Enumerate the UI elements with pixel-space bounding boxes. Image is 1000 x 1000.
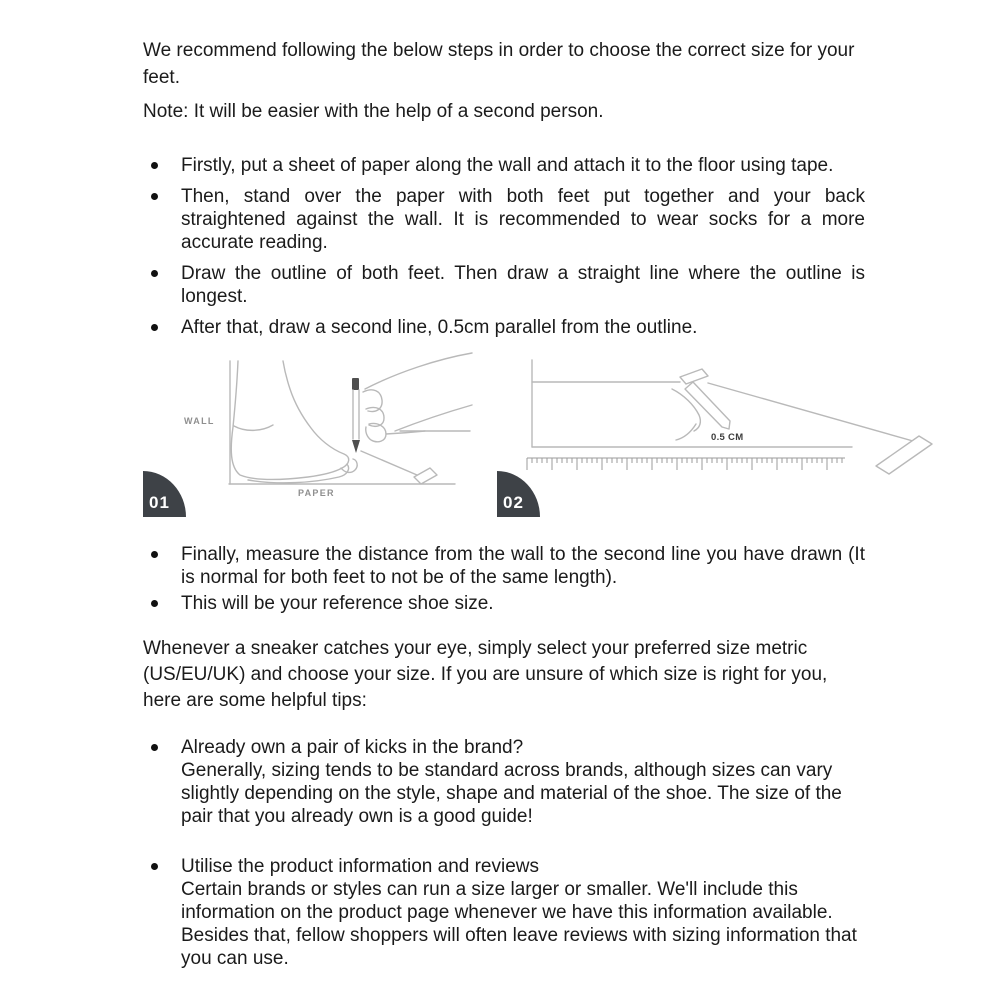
pencil-flag xyxy=(680,369,708,384)
instruction-figures xyxy=(143,347,865,517)
ankle-crease xyxy=(234,425,273,430)
bullet-icon xyxy=(151,162,158,169)
tips-intro-paragraph: Whenever a sneaker catches your eye, simply select your preferred size metric (US/EU/UK) and choose your size. If you are unsure of which size is right for you, here are some helpful tips: xyxy=(143,638,828,711)
bullet-icon xyxy=(151,270,158,277)
bullet-icon xyxy=(151,744,158,751)
pencil-tip xyxy=(352,440,360,453)
list-item xyxy=(143,316,1000,339)
tip-body: Certain brands or styles can run a size larger or smaller. We'll include this information on the product page whenever we have this information available. Besides that, fellow shoppers will often leave reviews with sizing information that you can use. xyxy=(181,879,857,969)
bullet-icon xyxy=(151,863,158,870)
traced-outline xyxy=(248,464,349,483)
bullet-icon xyxy=(151,324,158,331)
hand-arm-top xyxy=(365,353,472,389)
bullet-icon xyxy=(151,600,158,607)
step-text: Then, stand over the paper with both feet put together and your back straightened against the wall. It is recommended to wear socks for a more accurate reading. xyxy=(181,186,865,253)
offset-label: 0.5 CM xyxy=(711,432,744,443)
bullet-icon xyxy=(151,193,158,200)
pencil-body xyxy=(685,382,730,429)
parallel-line-illustration xyxy=(500,347,945,517)
tape-strip xyxy=(876,436,932,474)
foot-outline xyxy=(231,361,348,479)
tip-title: Already own a pair of kicks in the brand? xyxy=(181,737,524,758)
pencil-shaft xyxy=(353,390,359,439)
ruler-icon xyxy=(527,458,845,470)
list-item xyxy=(143,154,1000,177)
pencil-cap xyxy=(352,378,359,390)
step-text: Draw the outline of both feet. Then draw a straight line where the outline is longest. xyxy=(181,263,865,307)
foot-tracing-illustration xyxy=(143,347,478,517)
note-paragraph: Note: It will be easier with the help of a second person. xyxy=(143,101,604,122)
figure-number: 02 xyxy=(503,493,524,512)
bullet-icon xyxy=(151,551,158,558)
ruler-ticks xyxy=(527,458,842,470)
list-item xyxy=(143,736,1000,828)
list-item xyxy=(143,185,1000,254)
tape-strip xyxy=(414,468,437,484)
paper-edge-line xyxy=(361,451,417,475)
tips-list xyxy=(143,736,1000,970)
paper-label: PAPER xyxy=(298,488,335,498)
figure-number: 01 xyxy=(149,493,170,512)
tip-text xyxy=(181,855,871,970)
tip-text xyxy=(181,736,871,828)
list-item xyxy=(143,543,1000,589)
tip-title: Utilise the product information and reviews xyxy=(181,856,540,877)
wall-label: WALL xyxy=(184,416,215,426)
hand-curve xyxy=(676,424,696,440)
step-text: Firstly, put a sheet of paper along the wall and attach it to the floor using tape. xyxy=(181,155,834,176)
list-item xyxy=(143,855,1000,970)
measure-result-list xyxy=(143,543,1000,615)
step-text: After that, draw a second line, 0.5cm parallel from the outline. xyxy=(181,317,698,338)
step-text: Finally, measure the distance from the wall to the second line you have drawn (It is normal for both feet to not be of the same length). xyxy=(181,544,865,588)
intro-paragraph: We recommend following the below steps in order to choose the correct size for your feet. xyxy=(143,40,855,88)
step-text: This will be your reference shoe size. xyxy=(181,593,494,614)
list-item xyxy=(143,262,1000,308)
measure-steps-list xyxy=(143,154,1000,339)
list-item xyxy=(143,592,1000,615)
hand-arm-bottom xyxy=(395,405,472,431)
tip-body: Generally, sizing tends to be standard across brands, although sizes can vary slightly depending on the style, shape and material of the shoe. The size of the pair that you already own is a good guide! xyxy=(181,760,842,827)
